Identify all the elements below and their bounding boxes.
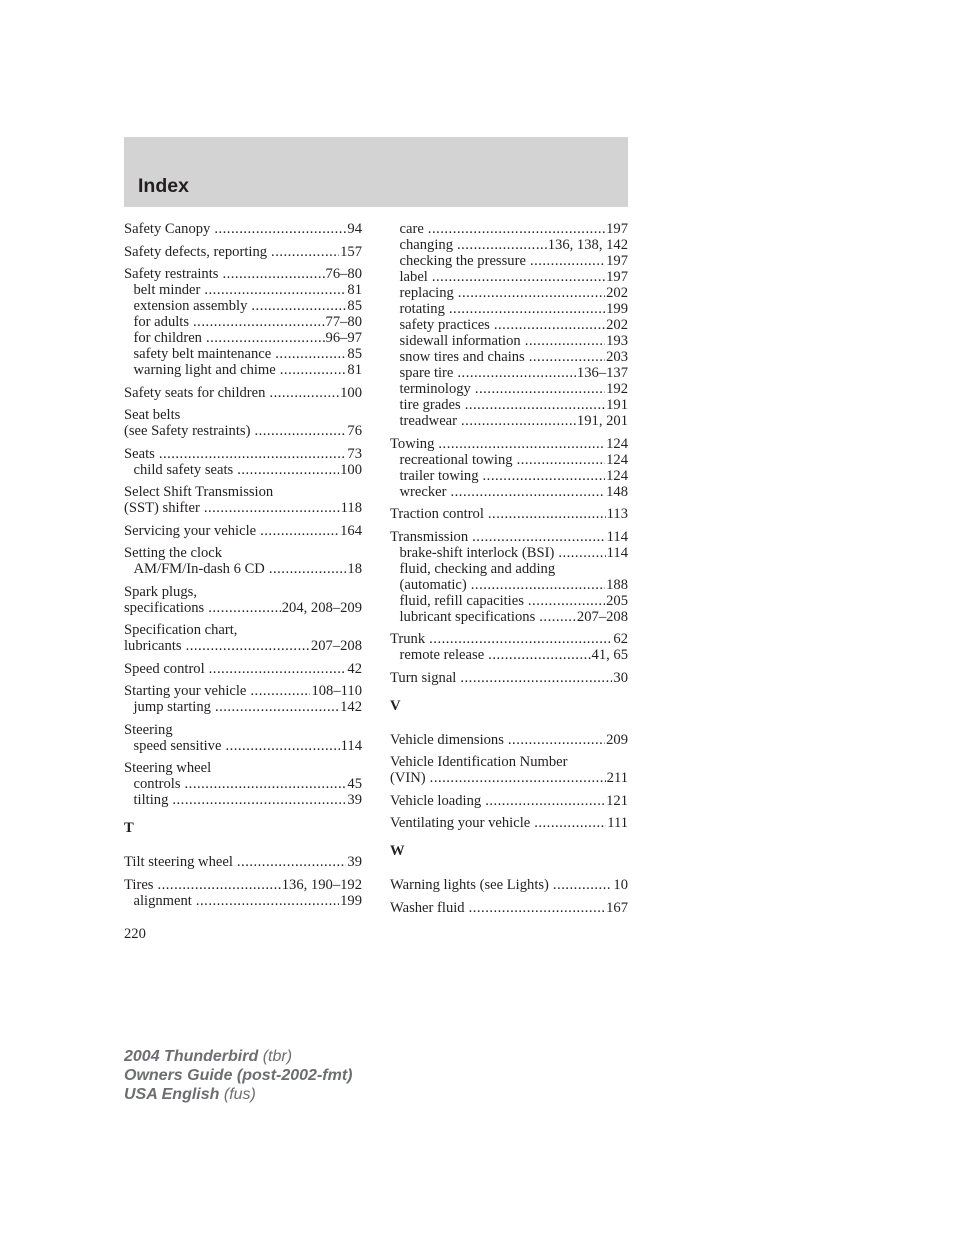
index-entry bbox=[390, 900, 628, 916]
index-subentry bbox=[124, 561, 362, 577]
index-subentry bbox=[390, 484, 628, 500]
dot-leader bbox=[204, 500, 340, 516]
dot-leader bbox=[471, 577, 605, 593]
index-entry bbox=[390, 221, 628, 429]
dot-leader bbox=[186, 638, 310, 654]
index-subentry bbox=[124, 776, 362, 792]
dot-leader bbox=[429, 631, 612, 647]
index-entry bbox=[124, 877, 362, 909]
page-reference: 191, 201 bbox=[576, 413, 628, 429]
page-title: Index bbox=[138, 175, 189, 197]
index-subentry bbox=[390, 301, 628, 317]
index-column-left bbox=[124, 221, 362, 915]
section-letter: T bbox=[124, 820, 134, 836]
index-term: rotating bbox=[399, 301, 445, 317]
dot-leader bbox=[209, 661, 347, 677]
index-term: safety belt maintenance bbox=[133, 346, 272, 362]
index-entry bbox=[124, 385, 362, 401]
page-reference: 45 bbox=[347, 776, 362, 792]
dot-leader bbox=[488, 506, 606, 522]
page-reference: 100 bbox=[340, 461, 362, 478]
index-subentry bbox=[390, 253, 628, 269]
page-reference: 211 bbox=[606, 770, 628, 786]
index-line bbox=[124, 622, 362, 638]
dot-leader bbox=[432, 269, 605, 285]
page-reference: 124 bbox=[606, 435, 628, 452]
index-entry bbox=[124, 622, 362, 654]
index-subentry bbox=[124, 346, 362, 362]
index-term: Speed control bbox=[124, 660, 205, 677]
page-reference: 121 bbox=[606, 792, 628, 809]
index-entry bbox=[124, 484, 362, 516]
index-term: label bbox=[399, 269, 428, 285]
dot-leader bbox=[451, 484, 606, 500]
index-entry bbox=[390, 815, 628, 831]
page-reference: 41, 65 bbox=[591, 647, 628, 663]
dot-leader bbox=[430, 770, 606, 786]
index-entry bbox=[390, 793, 628, 809]
dot-leader bbox=[465, 397, 605, 413]
footer-line-guide: Owners Guide (post-2002-fmt) bbox=[124, 1067, 353, 1084]
dot-leader bbox=[458, 285, 605, 301]
index-line bbox=[124, 545, 362, 561]
index-term: speed sensitive bbox=[133, 737, 222, 754]
index-line bbox=[390, 670, 628, 686]
page-reference: 108–110 bbox=[311, 683, 362, 699]
page-reference: 113 bbox=[606, 506, 628, 522]
dot-leader bbox=[215, 699, 339, 715]
dot-leader bbox=[485, 793, 605, 809]
page-reference: 202 bbox=[606, 317, 628, 333]
section-letter: W bbox=[390, 843, 405, 859]
index-term: Vehicle Identification Number bbox=[390, 754, 568, 770]
dot-leader bbox=[457, 237, 547, 253]
index-term: Specification chart, bbox=[124, 622, 238, 638]
index-line bbox=[124, 661, 362, 677]
page-reference: 42 bbox=[347, 660, 362, 677]
index-term: controls bbox=[133, 776, 181, 792]
index-term: for adults bbox=[133, 314, 190, 330]
dot-leader bbox=[250, 683, 310, 699]
index-term: Safety seats for children bbox=[124, 384, 266, 401]
page-reference: 39 bbox=[347, 854, 362, 870]
index-term: Spark plugs, bbox=[124, 583, 197, 600]
page-reference: 197 bbox=[606, 269, 628, 285]
dot-leader bbox=[225, 738, 339, 754]
dot-leader bbox=[517, 452, 606, 468]
index-term: snow tires and chains bbox=[399, 349, 525, 365]
dot-leader bbox=[494, 317, 605, 333]
index-line bbox=[124, 854, 362, 870]
index-subentry bbox=[124, 462, 362, 478]
dot-leader bbox=[275, 346, 346, 362]
index-term: Select Shift Transmission bbox=[124, 484, 274, 500]
index-header-band bbox=[124, 137, 628, 207]
dot-leader bbox=[428, 221, 605, 237]
dot-leader bbox=[157, 877, 280, 893]
index-entry bbox=[124, 584, 362, 616]
page-reference: 81 bbox=[347, 362, 362, 378]
index-term: extension assembly bbox=[133, 298, 248, 314]
page-reference: 76–80 bbox=[325, 266, 362, 282]
index-line bbox=[124, 446, 362, 462]
index-term: checking the pressure bbox=[399, 253, 526, 269]
index-subentry bbox=[124, 699, 362, 715]
index-line bbox=[390, 631, 628, 647]
dot-leader bbox=[508, 732, 605, 748]
page-reference: 30 bbox=[613, 669, 628, 686]
page-reference: 76 bbox=[347, 423, 362, 439]
index-term: (SST) shifter bbox=[124, 500, 200, 516]
index-subentry bbox=[390, 349, 628, 365]
index-subentry bbox=[390, 545, 628, 561]
dot-leader bbox=[475, 381, 605, 397]
index-subentry bbox=[390, 452, 628, 468]
index-term: alignment bbox=[133, 892, 192, 909]
dot-leader bbox=[193, 314, 324, 330]
page-reference: 209 bbox=[606, 731, 628, 748]
index-line bbox=[390, 815, 628, 831]
index-entry bbox=[390, 670, 628, 686]
index-term: Servicing your vehicle bbox=[124, 522, 257, 539]
index-line bbox=[124, 600, 362, 616]
index-term: Steering bbox=[124, 721, 173, 738]
index-term: Seat belts bbox=[124, 407, 181, 423]
index-subentry bbox=[124, 362, 362, 378]
page-number: 220 bbox=[124, 926, 146, 942]
index-line bbox=[124, 221, 362, 237]
index-entry bbox=[124, 221, 362, 237]
index-term: sidewall information bbox=[399, 333, 521, 349]
index-subentry bbox=[124, 893, 362, 909]
dot-leader bbox=[214, 221, 346, 237]
page-reference: 114 bbox=[606, 544, 628, 561]
index-subentry bbox=[390, 237, 628, 253]
page-reference: 96–97 bbox=[325, 330, 362, 346]
index-entry bbox=[124, 661, 362, 677]
index-subentry bbox=[390, 333, 628, 349]
index-term: treadwear bbox=[399, 413, 458, 429]
index-term: tilting bbox=[133, 792, 169, 808]
dot-leader bbox=[530, 253, 605, 269]
dot-leader bbox=[208, 600, 280, 616]
dot-leader bbox=[529, 349, 605, 365]
index-term: Vehicle loading bbox=[390, 792, 482, 809]
page-reference: 136, 190–192 bbox=[281, 876, 362, 893]
document-footer bbox=[124, 1047, 352, 1104]
index-line bbox=[124, 584, 362, 600]
dot-leader bbox=[438, 436, 605, 452]
index-line bbox=[390, 900, 628, 916]
dot-leader bbox=[204, 282, 346, 298]
index-term: safety practices bbox=[399, 317, 490, 333]
index-line bbox=[124, 423, 362, 439]
footer-line-model: 2004 Thunderbird (tbr) bbox=[124, 1048, 293, 1065]
index-term: (automatic) bbox=[399, 576, 467, 593]
page-reference: 85 bbox=[347, 298, 362, 314]
page-reference: 111 bbox=[607, 815, 628, 831]
page-reference: 207–208 bbox=[576, 608, 628, 625]
index-term: spare tire bbox=[399, 365, 454, 381]
index-subentry bbox=[390, 365, 628, 381]
page-reference: 193 bbox=[606, 333, 628, 349]
page-reference: 197 bbox=[606, 221, 628, 237]
index-term: care bbox=[399, 221, 424, 237]
dot-leader bbox=[185, 776, 347, 792]
page-reference: 164 bbox=[340, 522, 362, 539]
page-reference: 124 bbox=[606, 467, 628, 484]
index-entry bbox=[390, 436, 628, 500]
index-term: warning light and chime bbox=[133, 362, 276, 378]
dot-leader bbox=[539, 609, 576, 625]
page-reference: 77–80 bbox=[325, 314, 362, 330]
dot-leader bbox=[449, 301, 605, 317]
page-reference: 114 bbox=[340, 737, 362, 754]
index-subentry bbox=[390, 413, 628, 429]
page-reference: 148 bbox=[606, 483, 628, 500]
page-reference: 94 bbox=[347, 221, 362, 237]
index-subentry bbox=[390, 593, 628, 609]
index-term: (VIN) bbox=[390, 770, 426, 786]
page-reference: 100 bbox=[340, 384, 362, 401]
page-reference: 136, 138, 142 bbox=[547, 237, 628, 253]
index-line bbox=[124, 244, 362, 260]
index-subentry bbox=[390, 317, 628, 333]
dot-leader bbox=[254, 423, 346, 439]
index-subentry bbox=[124, 792, 362, 808]
index-subentry bbox=[390, 381, 628, 397]
page-reference: 203 bbox=[606, 349, 628, 365]
index-line bbox=[124, 722, 362, 738]
index-term: specifications bbox=[124, 599, 205, 616]
page-reference: 136–137 bbox=[576, 365, 628, 381]
dot-leader bbox=[483, 468, 606, 484]
index-subentry bbox=[390, 609, 628, 625]
page-reference: 85 bbox=[347, 346, 362, 362]
index-line bbox=[124, 523, 362, 539]
page-reference: 191 bbox=[606, 397, 628, 413]
index-term: Ventilating your vehicle bbox=[390, 815, 531, 831]
dot-leader bbox=[472, 529, 606, 545]
dot-leader bbox=[251, 298, 346, 314]
index-subentry bbox=[390, 269, 628, 285]
dot-leader bbox=[558, 545, 605, 561]
index-line bbox=[390, 770, 628, 786]
index-term: lubricant specifications bbox=[399, 608, 536, 625]
page-reference: 124 bbox=[606, 451, 628, 468]
index-entry bbox=[390, 529, 628, 625]
index-entry bbox=[390, 506, 628, 522]
index-subentry bbox=[390, 561, 628, 577]
index-line bbox=[124, 683, 362, 699]
index-term: AM/FM/In-dash 6 CD bbox=[133, 561, 265, 577]
page-reference: 197 bbox=[606, 253, 628, 269]
page-reference: 199 bbox=[340, 892, 362, 909]
index-line bbox=[124, 638, 362, 654]
index-line bbox=[124, 500, 362, 516]
index-line bbox=[124, 484, 362, 500]
index-term: terminology bbox=[399, 381, 471, 397]
index-term: Transmission bbox=[390, 528, 469, 545]
index-entry bbox=[390, 732, 628, 748]
index-term: Traction control bbox=[390, 506, 484, 522]
page-reference: 73 bbox=[347, 445, 362, 462]
index-term: belt minder bbox=[133, 282, 201, 298]
dot-leader bbox=[457, 365, 576, 381]
index-term: Safety defects, reporting bbox=[124, 243, 268, 260]
page-reference: 167 bbox=[606, 899, 628, 916]
index-entry bbox=[124, 683, 362, 715]
index-term: trailer towing bbox=[399, 467, 479, 484]
dot-leader bbox=[460, 670, 612, 686]
index-line bbox=[390, 529, 628, 545]
index-subentry bbox=[390, 577, 628, 593]
index-line bbox=[124, 407, 362, 423]
dot-leader bbox=[553, 877, 612, 893]
index-subentry bbox=[390, 647, 628, 663]
index-entry bbox=[390, 631, 628, 663]
index-subentry bbox=[124, 330, 362, 346]
page-reference: 202 bbox=[606, 285, 628, 301]
index-term: recreational towing bbox=[399, 451, 513, 468]
index-entry bbox=[124, 523, 362, 539]
dot-leader bbox=[172, 792, 346, 808]
index-subentry bbox=[390, 468, 628, 484]
index-term: fluid, refill capacities bbox=[399, 592, 524, 609]
index-line bbox=[124, 266, 362, 282]
index-subentry bbox=[124, 282, 362, 298]
index-entry bbox=[390, 877, 628, 893]
index-term: Seats bbox=[124, 445, 155, 462]
index-term: remote release bbox=[399, 647, 485, 663]
index-entry bbox=[124, 722, 362, 754]
dot-leader bbox=[534, 815, 606, 831]
index-line bbox=[124, 385, 362, 401]
index-entry bbox=[124, 760, 362, 808]
index-entry bbox=[124, 545, 362, 577]
page-reference: 10 bbox=[613, 877, 628, 893]
index-term: Safety Canopy bbox=[124, 221, 211, 237]
index-line bbox=[124, 760, 362, 776]
index-subentry bbox=[124, 298, 362, 314]
index-subentry bbox=[124, 314, 362, 330]
page-reference: 142 bbox=[340, 699, 362, 715]
index-line bbox=[390, 754, 628, 770]
index-term: Towing bbox=[390, 435, 435, 452]
page-reference: 192 bbox=[606, 381, 628, 397]
page-reference: 39 bbox=[347, 792, 362, 808]
index-line bbox=[390, 436, 628, 452]
index-term: Warning lights (see Lights) bbox=[390, 877, 549, 893]
dot-leader bbox=[280, 362, 347, 378]
footer-line-language: USA English (fus) bbox=[124, 1086, 256, 1103]
index-line bbox=[390, 732, 628, 748]
index-entry bbox=[124, 407, 362, 439]
index-line bbox=[124, 877, 362, 893]
dot-leader bbox=[237, 854, 347, 870]
index-term: Washer fluid bbox=[390, 899, 465, 916]
index-term: Setting the clock bbox=[124, 545, 223, 561]
section-letter: V bbox=[390, 697, 401, 714]
dot-leader bbox=[528, 593, 605, 609]
index-subentry bbox=[390, 221, 628, 237]
index-term: jump starting bbox=[133, 699, 211, 715]
index-term: changing bbox=[399, 237, 453, 253]
page-reference: 62 bbox=[613, 631, 628, 647]
index-subentry bbox=[390, 397, 628, 413]
index-term: wrecker bbox=[399, 483, 447, 500]
index-term: for children bbox=[133, 330, 202, 346]
index-term: Tires bbox=[124, 876, 154, 893]
index-term: Vehicle dimensions bbox=[390, 731, 504, 748]
dot-leader bbox=[469, 900, 606, 916]
index-term: Starting your vehicle bbox=[124, 683, 247, 699]
index-entry bbox=[124, 446, 362, 478]
index-term: Safety restraints bbox=[124, 266, 219, 282]
index-line bbox=[390, 506, 628, 522]
index-entry bbox=[124, 244, 362, 260]
index-term: Tilt steering wheel bbox=[124, 854, 233, 870]
index-entry bbox=[390, 754, 628, 786]
dot-leader bbox=[488, 647, 590, 663]
index-subentry bbox=[124, 738, 362, 754]
dot-leader bbox=[260, 523, 339, 539]
page-reference: 205 bbox=[606, 592, 628, 609]
index-line bbox=[390, 877, 628, 893]
index-term: Trunk bbox=[390, 631, 426, 647]
dot-leader bbox=[159, 446, 347, 462]
index-line bbox=[390, 793, 628, 809]
dot-leader bbox=[461, 413, 576, 429]
index-term: Turn signal bbox=[390, 669, 457, 686]
page-reference: 118 bbox=[340, 500, 362, 516]
index-term: tire grades bbox=[399, 397, 461, 413]
page-reference: 81 bbox=[347, 282, 362, 298]
page-reference: 199 bbox=[606, 301, 628, 317]
index-term: lubricants bbox=[124, 638, 182, 654]
dot-leader bbox=[237, 462, 339, 478]
page-reference: 114 bbox=[606, 528, 628, 545]
dot-leader bbox=[271, 244, 339, 260]
page-reference: 157 bbox=[340, 243, 362, 260]
index-subentry bbox=[390, 285, 628, 301]
dot-leader bbox=[196, 893, 339, 909]
index-entry bbox=[124, 266, 362, 378]
index-term: child safety seats bbox=[133, 461, 234, 478]
dot-leader bbox=[222, 266, 324, 282]
page-reference: 204, 208–209 bbox=[281, 599, 362, 616]
index-term: brake-shift interlock (BSI) bbox=[399, 544, 555, 561]
index-term: fluid, checking and adding bbox=[399, 560, 556, 577]
page-reference: 18 bbox=[347, 561, 362, 577]
dot-leader bbox=[269, 385, 339, 401]
dot-leader bbox=[525, 333, 605, 349]
page-reference: 207–208 bbox=[310, 638, 362, 654]
index-term: (see Safety restraints) bbox=[124, 423, 251, 439]
index-column-right bbox=[390, 221, 628, 922]
page-reference: 188 bbox=[606, 576, 628, 593]
dot-leader bbox=[206, 330, 325, 346]
dot-leader bbox=[269, 561, 347, 577]
index-entry bbox=[124, 854, 362, 870]
index-term: replacing bbox=[399, 285, 454, 301]
index-term: Steering wheel bbox=[124, 760, 212, 776]
